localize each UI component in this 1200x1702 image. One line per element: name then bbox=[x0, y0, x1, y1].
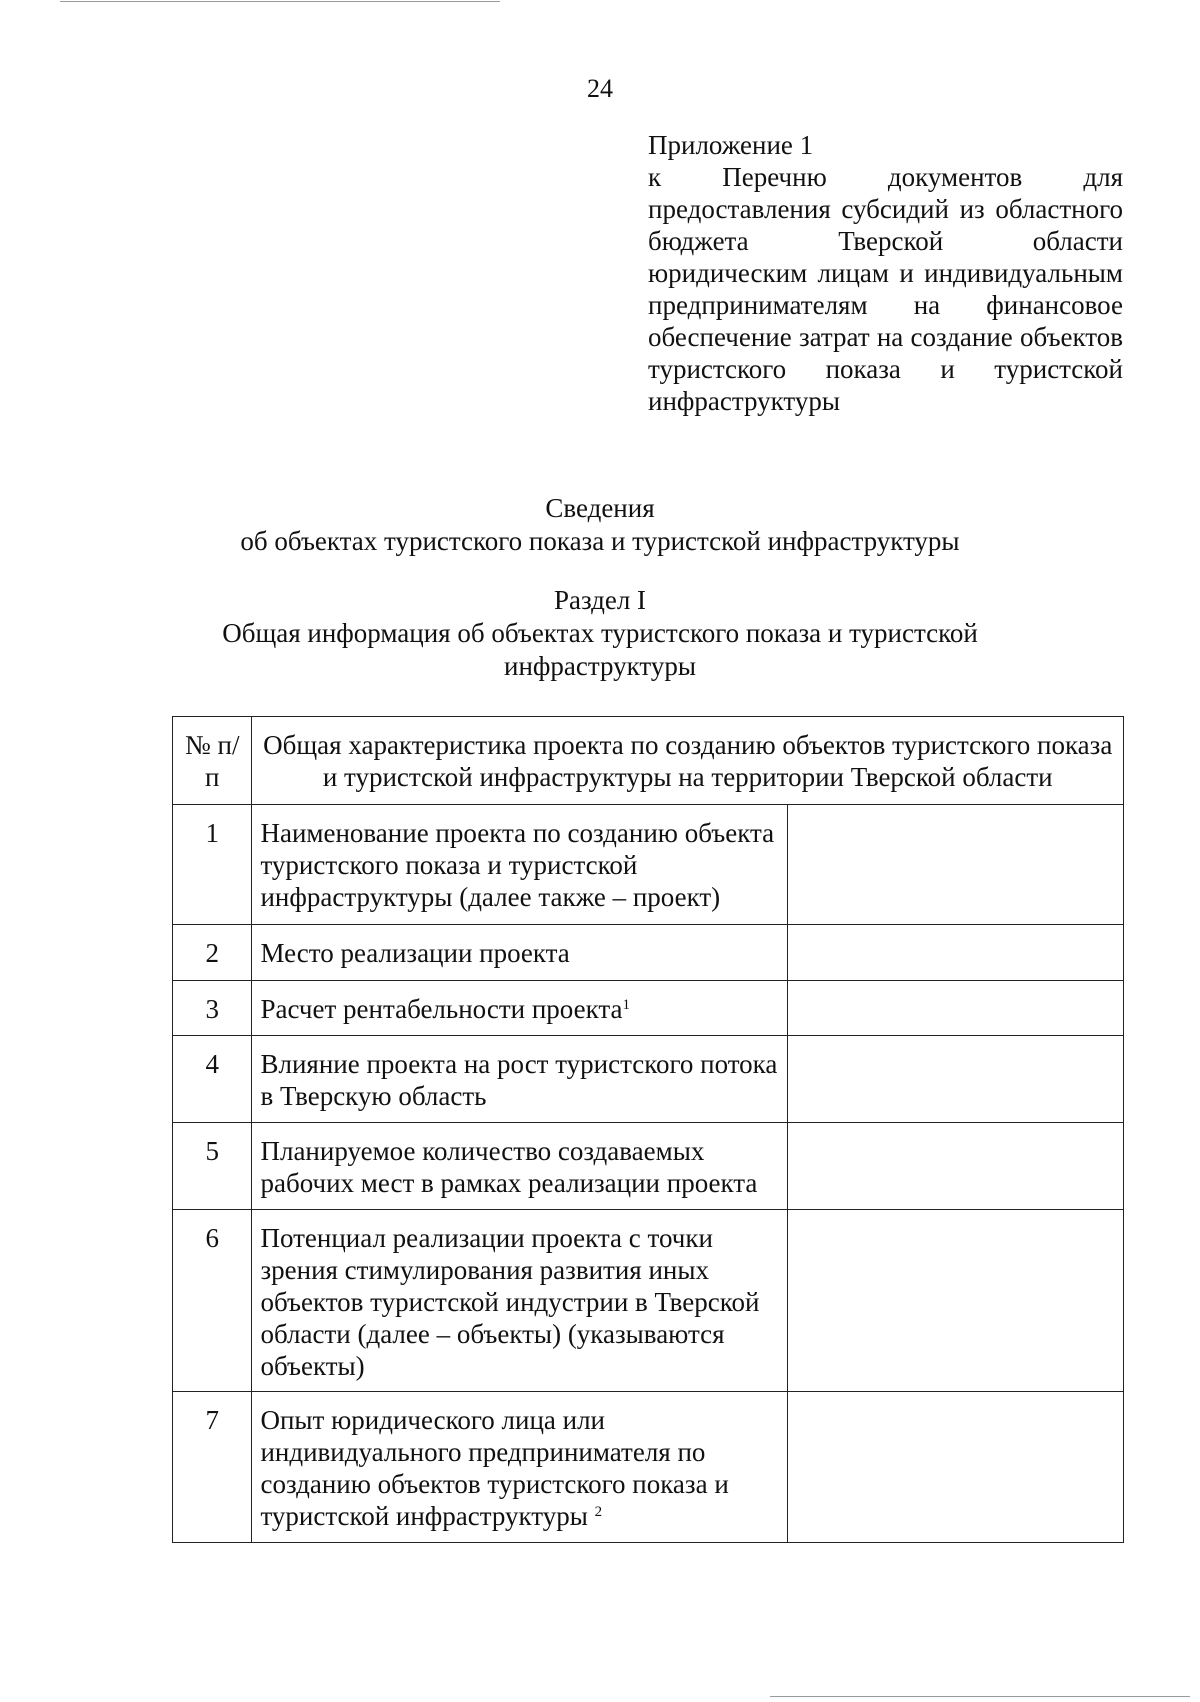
row-num: 1 bbox=[173, 805, 252, 925]
scan-artifact-top bbox=[60, 1, 500, 2]
row-num: 5 bbox=[173, 1123, 252, 1210]
row-text-content: Место реализации проекта bbox=[260, 938, 570, 968]
table-row bbox=[173, 1210, 1124, 1392]
row-num: 3 bbox=[173, 981, 252, 1036]
row-value-cell bbox=[787, 981, 1123, 1036]
section-title: Раздел I bbox=[553, 585, 647, 615]
table-row bbox=[173, 805, 1124, 925]
table-row bbox=[173, 981, 1124, 1036]
heading-title: Сведения bbox=[545, 493, 655, 523]
row-num: 7 bbox=[173, 1392, 252, 1543]
appendix-block bbox=[648, 129, 1123, 417]
row-text-content: Опыт юридического лица или индивидуального предпринимателя по созданию объектов туристского показа и туристской инфраструктуры bbox=[260, 1405, 729, 1531]
row-text-content: Расчет рентабельности проекта bbox=[260, 994, 623, 1024]
row-text-content: Наименование проекта по созданию объекта туристского показа и туристской инфраструктуры (далее также – проект) bbox=[260, 818, 775, 912]
row-value-cell bbox=[787, 1036, 1123, 1123]
table-row bbox=[173, 1036, 1124, 1123]
row-text bbox=[252, 1036, 787, 1123]
footnote-marker: 1 bbox=[622, 997, 630, 1013]
table-row bbox=[173, 1392, 1124, 1543]
header-num-cell: № п/п bbox=[173, 717, 252, 805]
row-text-content: Планируемое количество создаваемых рабочих мест в рамках реализации проекта bbox=[260, 1136, 758, 1198]
row-text bbox=[252, 1392, 787, 1543]
appendix-title: Приложение 1 bbox=[648, 130, 814, 160]
row-text bbox=[252, 981, 787, 1036]
page-number: 24 bbox=[587, 74, 613, 103]
row-value-cell bbox=[787, 1210, 1123, 1392]
row-text-content: Потенциал реализации проекта с точки зрения стимулирования развития иных объектов туристской индустрии в Тверской области (далее – объекты) (указываются объекты) bbox=[260, 1223, 760, 1381]
row-text bbox=[252, 1123, 787, 1210]
row-value-cell bbox=[787, 1123, 1123, 1210]
row-text bbox=[252, 805, 787, 925]
table-header-row bbox=[173, 717, 1124, 805]
row-text bbox=[252, 925, 787, 981]
section-heading bbox=[0, 584, 1200, 683]
row-value-cell bbox=[787, 925, 1123, 981]
row-value-cell bbox=[787, 805, 1123, 925]
table-row bbox=[173, 925, 1124, 981]
table-row bbox=[173, 1123, 1124, 1210]
heading-subtitle: об объектах туристского показа и туристской инфраструктуры bbox=[240, 526, 960, 556]
header-desc-cell: Общая характеристика проекта по созданию объектов туристского показа и туристской инфраструктуры на территории Тверской области bbox=[252, 717, 1124, 805]
project-info-table bbox=[172, 716, 1124, 1543]
document-heading bbox=[0, 492, 1200, 558]
scan-artifact-bottom bbox=[770, 1696, 1190, 1697]
row-num: 4 bbox=[173, 1036, 252, 1123]
row-value-cell bbox=[787, 1392, 1123, 1543]
row-text-content: Влияние проекта на рост туристского потока в Тверскую область bbox=[260, 1049, 778, 1111]
row-num: 2 bbox=[173, 925, 252, 981]
row-text bbox=[252, 1210, 787, 1392]
row-num: 6 bbox=[173, 1210, 252, 1392]
footnote-marker: 2 bbox=[594, 1504, 603, 1520]
section-subtitle-line1: Общая информация об объектах туристского показа и туристской bbox=[222, 618, 978, 648]
appendix-text: к Перечню документов для предоставления субсидий из областного бюджета Тверской области юридическим лицам и индивидуальным предпринимателям на финансовое обеспечение затрат на создание объектов туристского показа и туристской инфраструктуры bbox=[648, 162, 1123, 416]
section-subtitle-line2: инфраструктуры bbox=[504, 651, 696, 681]
